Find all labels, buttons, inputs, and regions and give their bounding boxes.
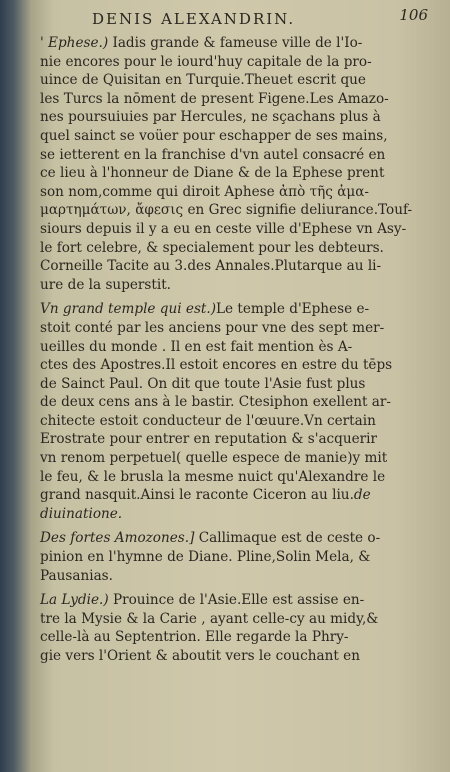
text-line <box>40 183 442 202</box>
line-text: chitecte estoit conducteur de l'œuure.Vn certain <box>40 412 376 429</box>
text-line <box>40 239 442 258</box>
line-tail: de <box>353 487 371 504</box>
line-text: celle-là au Septentrion. Elle regarde la Phry- <box>40 629 349 646</box>
line-text: se ietterent en la franchise d'vn autel consacré en <box>40 146 386 163</box>
text-line <box>40 90 442 109</box>
line-text: Erostrate pour entrer en reputation & s'acquerir <box>40 431 378 448</box>
text-line <box>40 71 442 90</box>
text-line <box>40 412 442 431</box>
text-line <box>40 468 442 487</box>
text-line <box>40 127 442 146</box>
line-text: nie encores pour le iourd'huy capitale de la pro- <box>40 53 372 70</box>
line-text: pinion en l'hymne de Diane. Pline,Solin Mela, & <box>40 549 371 566</box>
text-line <box>40 610 442 629</box>
line-text: Pausanias. <box>40 567 113 584</box>
line-text: son nom,comme qui diroit Aphese ἀπὸ τῆς ἀμα- <box>40 183 369 200</box>
line-text: de Sainct Paul. On dit que toute l'Asie fust plus <box>40 375 366 392</box>
text-line <box>40 529 442 548</box>
text-line <box>40 505 442 524</box>
text-line <box>40 220 442 239</box>
text-line <box>40 567 442 586</box>
line-text: gie vers l'Orient & aboutit vers le couchant en <box>40 648 360 664</box>
text-line <box>40 356 442 375</box>
text-line <box>40 34 442 53</box>
line-text: quel sainct se voüer pour eschapper de ses mains, <box>40 127 388 144</box>
running-head <box>40 4 442 34</box>
line-text: tre la Mysie & la Carie , ayant celle-cy au midy,& <box>40 610 379 627</box>
line-text: ueilles du monde . Il en est fait mention ès A- <box>40 338 353 355</box>
text-line <box>40 53 442 72</box>
text-line <box>40 338 442 357</box>
text-line <box>40 300 442 319</box>
line-text: ce lieu à l'honneur de Diane & de la Ephese prent <box>40 165 385 182</box>
line-text: ure de la superstit. <box>40 276 172 293</box>
text-line <box>40 276 442 295</box>
line-text: nes poursuiuies par Hercules, ne sçachans plus à <box>40 109 381 126</box>
line-text: grand nasquit.Ainsi le raconte Ciceron au liu. <box>40 487 354 504</box>
line-text: Le temple d'Ephese e- <box>216 301 370 318</box>
text-line <box>40 201 442 220</box>
text-line <box>40 430 442 449</box>
line-text: μαρτημάτων, ἄφεσις en Grec signifie deliurance.Touf- <box>40 202 413 219</box>
lemma: diuinatione. <box>40 505 123 522</box>
text-line <box>40 164 442 183</box>
line-text: uince de Quisitan en Turquie.Theuet escrit que <box>40 72 366 89</box>
lemma: La Lydie.) <box>40 592 109 609</box>
text-line <box>40 375 442 394</box>
line-text: stoit conté par les anciens pour vne des sept mer- <box>40 319 385 336</box>
text-line <box>40 628 442 647</box>
body-text <box>40 34 442 666</box>
running-title: DENIS ALEXANDRIN. <box>92 10 296 28</box>
line-text: vn renom perpetuel( quelle espece de manie)y mit <box>40 450 388 467</box>
line-text: Corneille Tacite au 3.des Annales.Plutarque au li- <box>40 258 382 275</box>
text-line <box>40 393 442 412</box>
page-number: 106 <box>399 6 428 24</box>
lemma: ' Ephese.) <box>40 35 109 51</box>
paragraph <box>40 300 442 523</box>
line-text: le fort celebre, & specialement pour les debteurs. <box>40 239 384 256</box>
text-line <box>40 449 442 468</box>
lemma: Vn grand temple qui est.) <box>40 301 217 318</box>
text-line <box>40 319 442 338</box>
line-text: les Turcs la nōment de present Figene.Les Amazo- <box>40 90 389 107</box>
line-text: Prouince de l'Asie.Elle est assise en- <box>108 592 365 609</box>
line-text: siours depuis il y a eu en ceste ville d'Ephese vn Asy- <box>40 220 407 237</box>
text-line <box>40 647 442 666</box>
line-text: ctes des Apostres.Il estoit encores en estre du tēps <box>40 357 393 374</box>
text-line <box>40 146 442 165</box>
text-line <box>40 486 442 505</box>
line-text: Callimaque est de ceste o- <box>194 530 381 547</box>
line-text: Iadis grande & fameuse ville de l'Io- <box>108 35 363 51</box>
line-text: le feu, & le brusla la mesme nuict qu'Alexandre le <box>40 468 386 485</box>
text-block <box>40 4 442 666</box>
paragraph <box>40 34 442 294</box>
text-line <box>40 108 442 127</box>
text-line <box>40 548 442 567</box>
paragraph <box>40 591 442 665</box>
lemma: Des fortes Amozones.] <box>40 530 195 547</box>
text-line <box>40 591 442 610</box>
text-line <box>40 257 442 276</box>
paragraph <box>40 529 442 585</box>
line-text: de deux cens ans à le bastir. Ctesiphon exellent ar- <box>40 394 391 411</box>
